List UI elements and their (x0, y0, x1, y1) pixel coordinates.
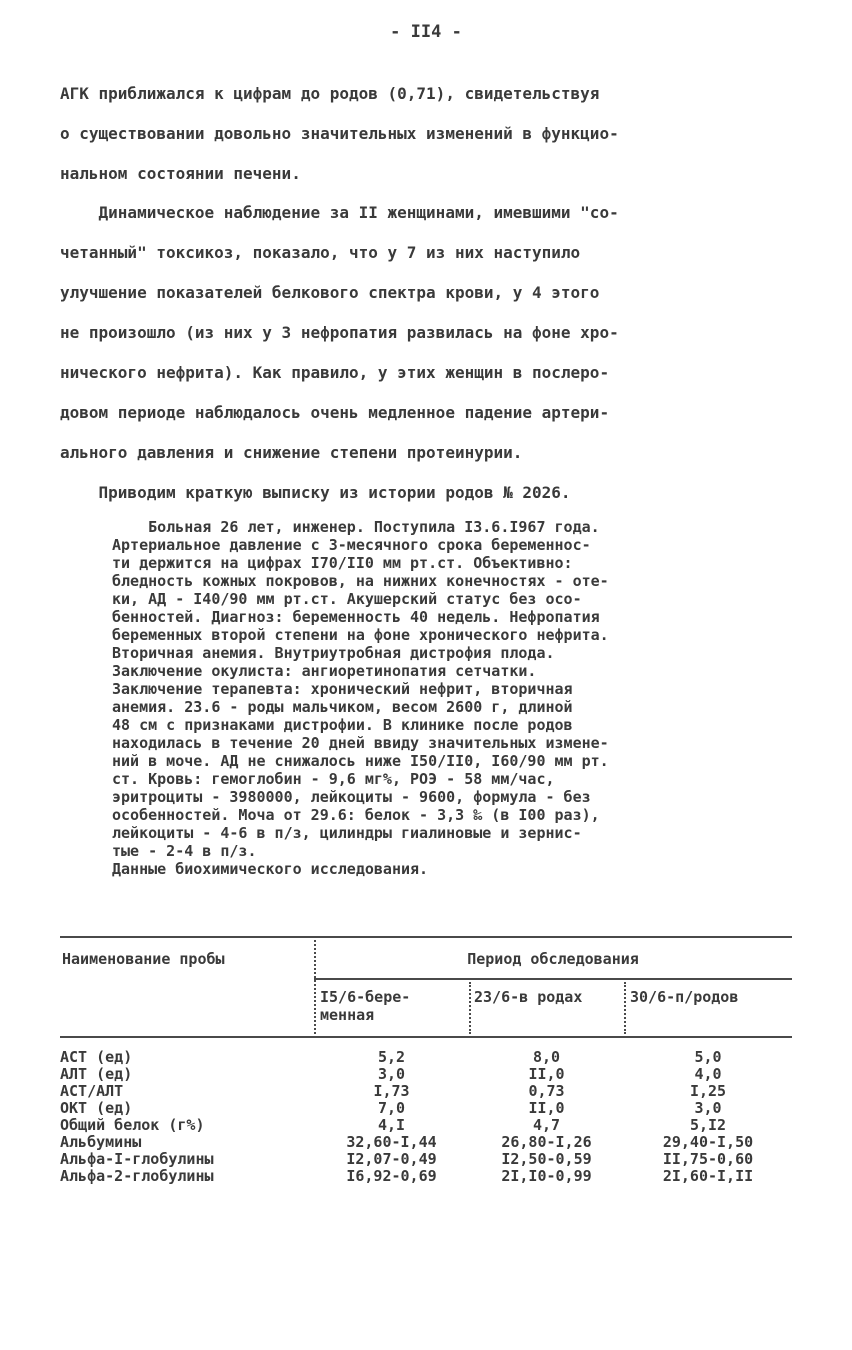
header-column-postpartum: 30/6-п/родов (630, 988, 739, 1006)
text-line: о существовании довольно значительных изменений в функцио- (60, 124, 619, 143)
value-postpartum: 5,I2 (689, 1116, 727, 1134)
table-period-rule (314, 978, 792, 980)
case-line: ст. Кровь: гемоглобин - 9,6 мг%, РОЭ - 58 мм/час, (112, 770, 555, 788)
case-line: Вторичная анемия. Внутриутробная дистрофия плода. (112, 644, 555, 662)
table-row (60, 1048, 792, 1065)
test-name: АЛТ (ед) (60, 1065, 133, 1083)
case-line: эритроциты - 3980000, лейкоциты - 9600, формула - без (112, 788, 591, 806)
text-line: Приводим краткую выписку из истории родов № 2026. (60, 483, 571, 502)
text-line: четанный" токсикоз, показало, что у 7 из них наступило (60, 243, 581, 262)
table-header-rule (60, 1036, 792, 1038)
table-top-rule (60, 936, 792, 938)
header-column-delivery: 23/6-в родах (474, 988, 583, 1006)
value-pregnant: 5,2 (377, 1048, 406, 1066)
case-line: 48 см с признаками дистрофии. В клинике после родов (112, 716, 573, 734)
text-line: нальном состоянии печени. (60, 164, 301, 183)
value-delivery: II,0 (528, 1065, 565, 1083)
header-column-pregnant: I5/6-бере- менная (320, 988, 411, 1024)
test-name: Альфа-I-глобулины (60, 1150, 214, 1168)
case-line: ний в моче. АД не снижалось ниже I50/II0, I60/90 мм рт. (112, 752, 609, 770)
test-name: Альбумины (60, 1133, 142, 1151)
table-row (60, 1133, 792, 1150)
case-line: лейкоциты - 4-6 в п/з, цилиндры гиалиновые и зернис- (112, 824, 582, 842)
text-line: улучшение показателей белкового спектра крови, у 4 этого (60, 283, 600, 302)
value-postpartum: 29,40-I,50 (662, 1133, 754, 1151)
test-name: АСТ/АЛТ (60, 1082, 124, 1100)
case-line: ки, АД - I40/90 мм рт.ст. Акушерский статус без осо- (112, 590, 582, 608)
table-row (60, 1150, 792, 1167)
value-delivery: 8,0 (532, 1048, 561, 1066)
case-line: беременных второй степени на фоне хронического нефрита. (112, 626, 609, 644)
table-row (60, 1116, 792, 1133)
paragraph-dynamic-observation (60, 193, 780, 473)
table-row (60, 1065, 792, 1082)
case-history (112, 518, 792, 878)
value-postpartum: 3,0 (694, 1099, 722, 1117)
text-line: не произошло (из них у 3 нефропатия развилась на фоне хро- (60, 323, 619, 342)
paragraph-case-intro (60, 473, 780, 513)
text-line: Динамическое наблюдение за II женщинами, имевшими "со- (60, 203, 619, 222)
paragraph-liver-function (60, 74, 780, 194)
case-line: Больная 26 лет, инженер. Поступила I3.6.I967 года. (112, 518, 600, 536)
value-postpartum: 2I,60-I,II (662, 1167, 754, 1185)
text-line: довом периоде наблюдалось очень медленное падение артери- (60, 403, 610, 422)
header-test-name: Наименование пробы (62, 950, 225, 968)
biochemistry-table (60, 936, 792, 1216)
case-line: тые - 2-4 в п/з. (112, 842, 257, 860)
value-pregnant: 4,I (377, 1116, 406, 1134)
value-postpartum: II,75-0,60 (662, 1150, 754, 1168)
value-delivery: 2I,I0-0,99 (501, 1167, 592, 1185)
value-postpartum: I,25 (689, 1082, 727, 1100)
value-pregnant: 7,0 (377, 1099, 406, 1117)
table-column-divider (624, 982, 626, 1034)
case-line: бенностей. Диагноз: беременность 40 недель. Нефропатия (112, 608, 600, 626)
case-line: находилась в течение 20 дней ввиду значительных измене- (112, 734, 609, 752)
value-postpartum: 5,0 (694, 1048, 722, 1066)
table-column-divider (469, 982, 471, 1034)
text-line: нического нефрита). Как правило, у этих женщин в послеро- (60, 363, 610, 382)
case-line: ти держится на цифрах I70/II0 мм рт.ст. Объективно: (112, 554, 573, 572)
case-line: анемия. 23.6 - роды мальчиком, весом 2600 г, длиной (112, 698, 573, 716)
test-name: Альфа-2-глобулины (60, 1167, 214, 1185)
value-delivery: 26,80-I,26 (501, 1133, 592, 1151)
table-row (60, 1082, 792, 1099)
value-pregnant: I2,07-0,49 (346, 1150, 437, 1168)
value-pregnant: 32,60-I,44 (346, 1133, 437, 1151)
value-postpartum: 4,0 (694, 1065, 722, 1083)
value-delivery: 0,73 (528, 1082, 565, 1100)
value-delivery: 4,7 (532, 1116, 561, 1134)
case-line: Заключение терапевта: хронический нефрит, вторичная (112, 680, 573, 698)
value-delivery: I2,50-0,59 (501, 1150, 592, 1168)
case-line: бледность кожных покровов, на нижних конечностях - оте- (112, 572, 609, 590)
case-line: Заключение окулиста: ангиоретинопатия сетчатки. (112, 662, 537, 680)
test-name: Общий белок (г%) (60, 1116, 205, 1134)
value-pregnant: 3,0 (377, 1065, 406, 1083)
page-number: - II4 - (390, 22, 462, 42)
header-period: Период обследования (467, 950, 639, 968)
text-line: ального давления и снижение степени протеинурии. (60, 443, 523, 462)
value-pregnant: I6,92-0,69 (346, 1167, 437, 1185)
table-row (60, 1167, 792, 1184)
case-line: Артериальное давление с 3-месячного срока беременнос- (112, 536, 591, 554)
value-pregnant: I,73 (373, 1082, 410, 1100)
case-line: Данные биохимического исследования. (112, 860, 429, 878)
test-name: ОКТ (ед) (60, 1099, 133, 1117)
value-delivery: II,0 (528, 1099, 565, 1117)
table-row (60, 1099, 792, 1116)
case-line: особенностей. Моча от 29.6: белок - 3,3 ‰ (в I00 раз), (112, 806, 600, 824)
text-line: АГК приближался к цифрам до родов (0,71), свидетельствуя (60, 84, 600, 103)
test-name: АСТ (ед) (60, 1048, 133, 1066)
